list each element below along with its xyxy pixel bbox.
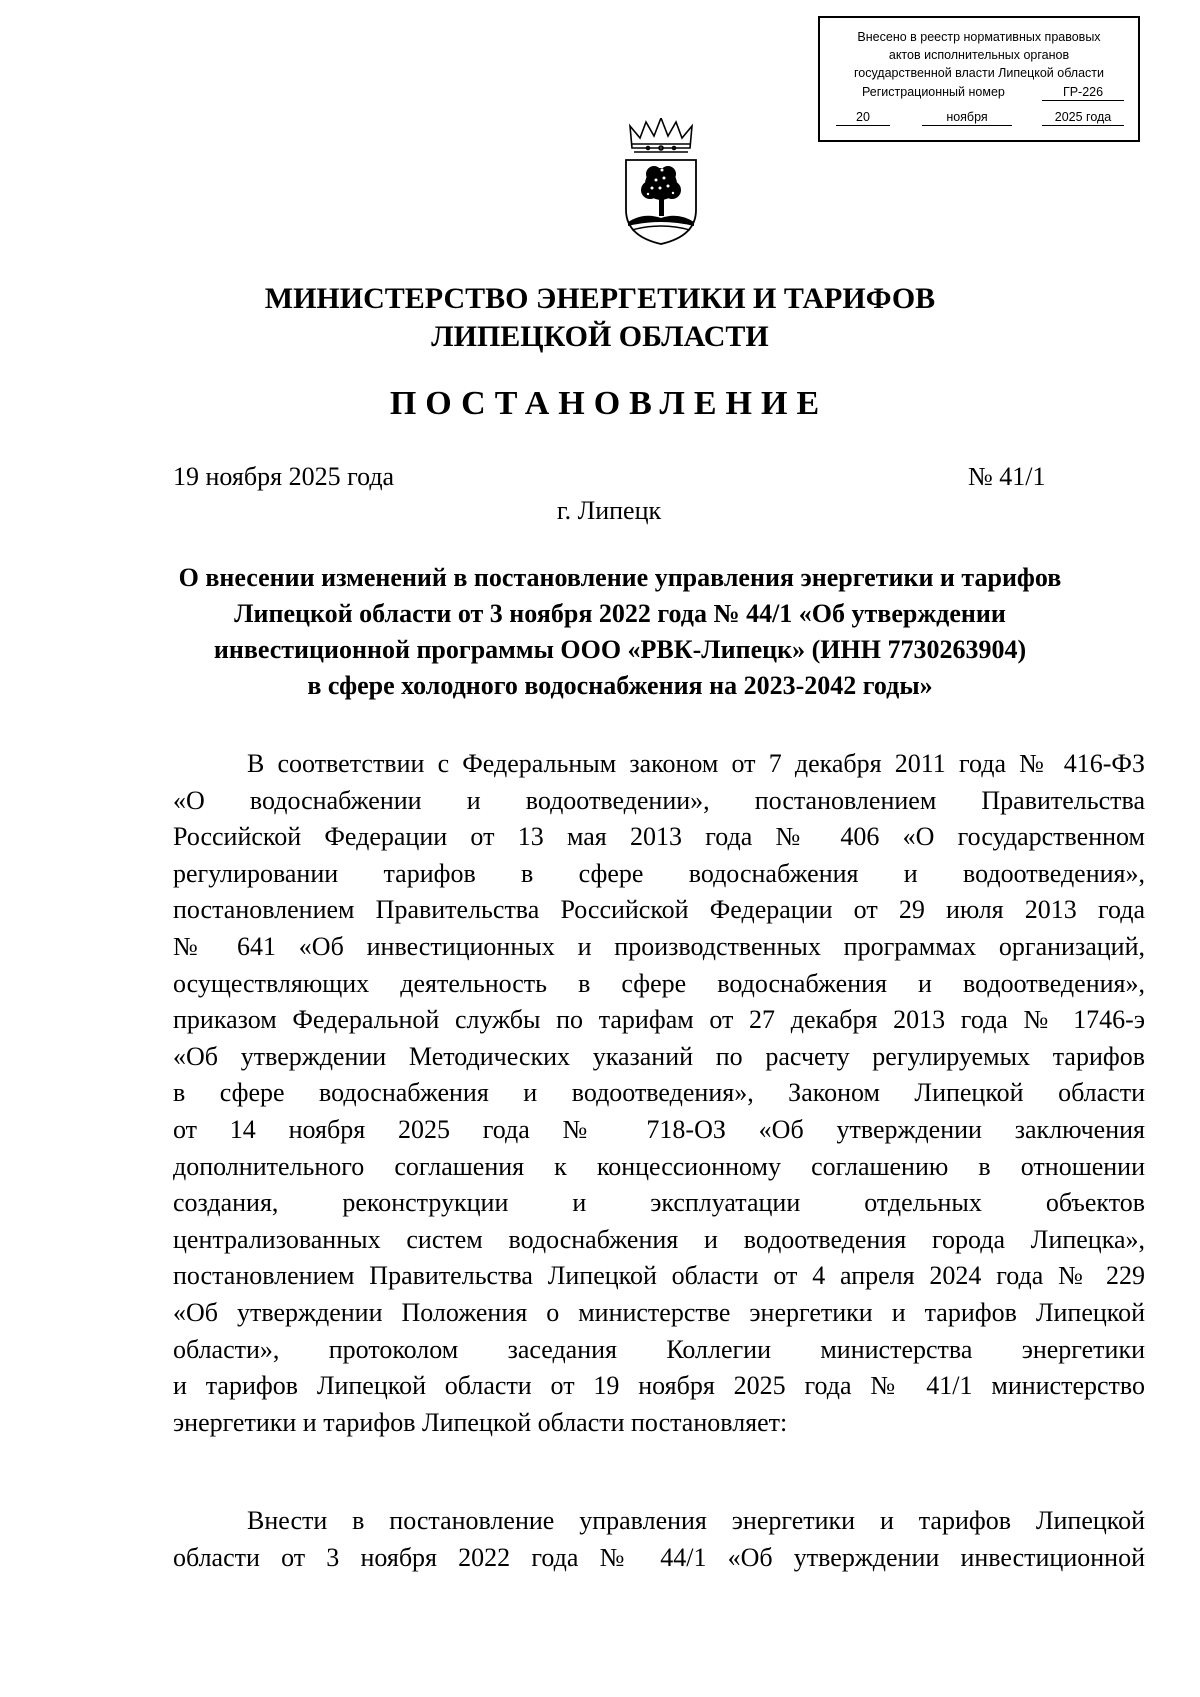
paragraph-line: «Об утверждении Методических указаний по расчету регулируемых тарифов <box>173 1041 1145 1071</box>
stamp-year: 2025 года <box>1042 108 1124 126</box>
preamble-paragraph <box>173 746 1145 1441</box>
coat-of-arms-icon <box>618 118 704 246</box>
paragraph-line: дополнительного соглашения к концессионному соглашению в отношении <box>173 1151 1145 1181</box>
paragraph-line: регулировании тарифов в сфере водоснабжения и водоотведения», <box>173 858 1145 888</box>
paragraph-line: централизованных систем водоснабжения и водоотведения города Липецка», <box>173 1224 1145 1254</box>
document-city: г. Липецк <box>556 496 662 525</box>
resolution-paragraph <box>173 1503 1145 1576</box>
paragraph-line: № 641 «Об инвестиционных и производственных программах организаций, <box>173 931 1145 961</box>
document-type-title: ПОСТАНОВЛЕНИЕ <box>389 385 829 422</box>
paragraph-line: Внести в постановление управления энергетики и тарифов Липецкой <box>247 1506 1145 1535</box>
paragraph-line: приказом Федеральной службы по тарифам от 27 декабря 2013 года № 1746-э <box>173 1005 1145 1035</box>
paragraph-line: «Об утверждении Положения о министерстве энергетики и тарифов Липецкой <box>173 1297 1145 1327</box>
registry-stamp <box>818 16 1140 142</box>
document-subject <box>150 560 1090 704</box>
paragraph-line: области», протоколом заседания Коллегии министерства энергетики <box>173 1334 1145 1364</box>
stamp-day: 20 <box>836 108 890 126</box>
document-date: 19 ноября 2025 года <box>173 462 395 491</box>
paragraph-line: в сфере водоснабжения и водоотведения», Законом Липецкой области <box>173 1078 1145 1108</box>
stamp-line: государственной власти Липецкой области <box>853 66 1105 80</box>
paragraph-line: области от 3 ноября 2022 года № 44/1 «Об утверждении инвестиционной <box>173 1542 1145 1572</box>
ministry-name-line: ЛИПЕЦКОЙ ОБЛАСТИ <box>431 320 769 353</box>
subject-line: в сфере холодного водоснабжения на 2023-2042 годы» <box>307 671 933 700</box>
paragraph-line: постановлением Правительства Липецкой области от 4 апреля 2024 года № 229 <box>173 1261 1145 1291</box>
paragraph-line: энергетики и тарифов Липецкой области постановляет: <box>173 1407 788 1437</box>
paragraph-line: от 14 ноября 2025 года № 718-ОЗ «Об утверждении заключения <box>173 1114 1145 1144</box>
ministry-name-line: МИНИСТЕРСТВО ЭНЕРГЕТИКИ И ТАРИФОВ <box>264 282 936 315</box>
stamp-month: ноября <box>922 108 1012 126</box>
stamp-line: Внесено в реестр нормативных правовых <box>857 30 1101 44</box>
paragraph-line: «О водоснабжении и водоотведении», постановлением Правительства <box>173 785 1145 815</box>
subject-line: инвестиционной программы ООО «РВК-Липецк» (ИНН 7730263904) <box>213 635 1027 664</box>
paragraph-line: постановлением Правительства Российской Федерации от 29 июля 2013 года <box>173 895 1145 925</box>
document-number: № 41/1 <box>968 462 1046 491</box>
paragraph-line: Российской Федерации от 13 мая 2013 года № 406 «О государственном <box>173 822 1145 852</box>
stamp-registration-label: Регистрационный номер <box>862 85 1005 99</box>
stamp-line: актов исполнительных органов <box>888 48 1070 62</box>
ministry-name <box>0 280 1200 356</box>
stamp-registration-number: ГР-226 <box>1042 83 1124 101</box>
paragraph-line: создания, реконструкции и эксплуатации отдельных объектов <box>173 1188 1145 1218</box>
paragraph-line: осуществляющих деятельность в сфере водоснабжения и водоотведения», <box>173 968 1145 998</box>
subject-line: О внесении изменений в постановление управления энергетики и тарифов <box>178 563 1062 592</box>
paragraph-line: и тарифов Липецкой области от 19 ноября 2025 года № 41/1 министерство <box>173 1371 1145 1401</box>
subject-line: Липецкой области от 3 ноября 2022 года № 44/1 «Об утверждении <box>234 599 1006 628</box>
paragraph-line: В соответствии с Федеральным законом от 7 декабря 2011 года № 416-ФЗ <box>247 749 1145 778</box>
